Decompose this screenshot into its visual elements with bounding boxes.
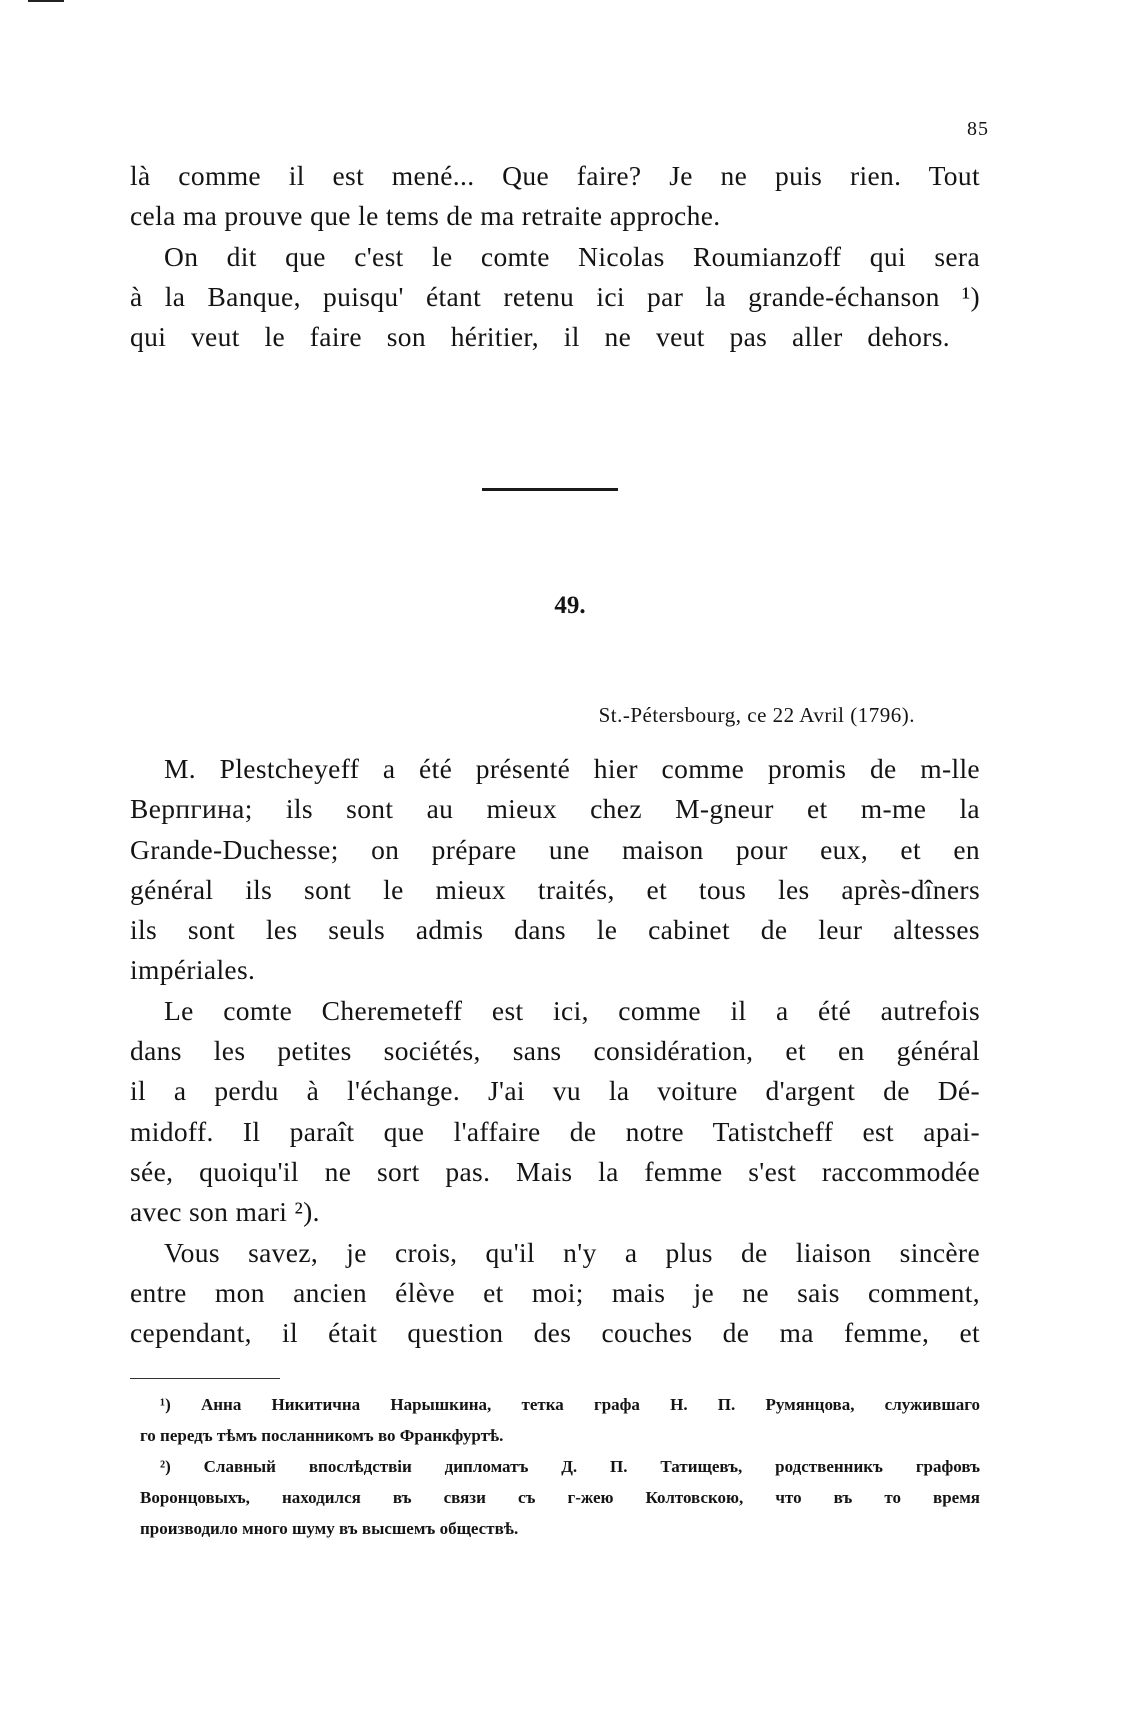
text-line: là comme il est mené... Que faire? Je ne puis rien. Tout — [130, 160, 980, 191]
text-line: Верпгина; ils sont au mieux chez M-gneur et m-me la — [130, 793, 980, 825]
footnote-rule — [130, 1378, 280, 1379]
text-line: dans les petites sociétés, sans considération, et en général — [130, 1035, 980, 1067]
text-line: général ils sont le mieux traités, et tous les après-dîners — [130, 873, 980, 905]
text-line: il a perdu à l'échange. J'ai vu la voiture d'argent de Dé- — [130, 1075, 980, 1107]
text-line: cependant, il était question des couches de ma femme, et — [130, 1317, 980, 1349]
text-line: Le comte Cheremeteff est ici, comme il a été autrefois — [164, 994, 980, 1026]
text-line: avec son mari ²). — [130, 1196, 320, 1228]
text-line: Grande-Duchesse; on prépare une maison pour eux, et en — [130, 833, 980, 865]
footnote-line: ²) Славный впослѣдствіи дипломатъ Д. П. Татищевъ, родственникъ графовъ — [160, 1457, 980, 1476]
footnote-line: го передъ тѣмъ посланникомъ во Франкфуртѣ. — [140, 1426, 504, 1445]
text-line: ils sont les seuls admis dans le cabinet de leur altesses — [130, 914, 980, 946]
footnotes — [140, 1389, 980, 1544]
text-line: M. Plestcheyeff a été présenté hier comme promis de m-lle — [164, 753, 980, 784]
footnote-line: ¹) Анна Никитична Нарышкина, тетка графа Н. П. Румянцова, служившаго — [160, 1395, 980, 1414]
top-paragraphs — [130, 156, 980, 357]
letter-number: 49. — [554, 592, 586, 619]
text-line: On dit que c'est le comte Nicolas Roumianzoff qui sera — [164, 240, 980, 272]
page-number: 85 — [967, 118, 989, 140]
text-line: entre mon ancien élève et moi; mais je ne sais comment, — [130, 1276, 980, 1308]
footnote-line: производило много шуму въ высшемъ обществѣ. — [140, 1519, 519, 1538]
text-line: impériales. — [130, 954, 256, 986]
dateline: St.-Pétersbourg, ce 22 Avril (1796). — [598, 703, 915, 727]
text-line: qui veut le faire son héritier, il ne veut pas aller dehors. — [130, 321, 950, 353]
text-line: Vous savez, je crois, qu'il n'y a plus de liaison sincère — [164, 1236, 980, 1268]
section-separator — [482, 488, 618, 491]
text-line: midoff. Il paraît que l'affaire de notre Tatistcheff est apai- — [130, 1115, 980, 1147]
text-line: sée, quoiqu'il ne sort pas. Mais la femme s'est raccommodée — [130, 1155, 980, 1187]
footnote-line: Воронцовыхъ, находился въ связи съ г-жею Колтовскою, что въ то время — [140, 1488, 980, 1507]
scan-corner-mark — [28, 0, 64, 2]
text-line: cela ma prouve que le tems de ma retraite approche. — [130, 200, 721, 232]
text-line: à la Banque, puisqu' étant retenu ici par la grande-échanson ¹) — [130, 280, 980, 312]
letter-body — [130, 749, 980, 1353]
